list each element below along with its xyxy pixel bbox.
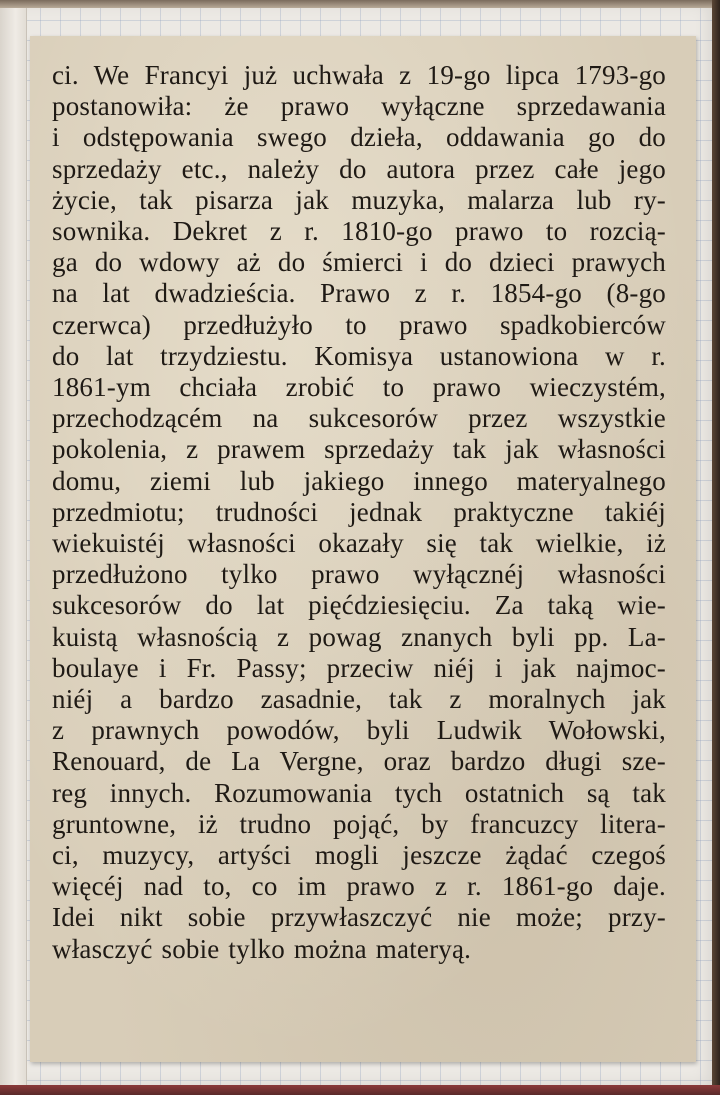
text-line: więcéj nad to, co im prawo z r. 1861-go daje.: [52, 871, 666, 902]
text-line: domu, ziemi lub jakiego innego materyalnego: [52, 465, 666, 496]
book-cover-edge: [712, 0, 720, 1095]
text-line: do lat trzydziestu. Komisya ustanowiona w r.: [52, 340, 666, 371]
text-line: na lat dwadzieścia. Prawo z r. 1854-go (8-go: [52, 278, 666, 309]
text-line: życie, tak pisarza jak muzyka, malarza lub ry-: [52, 184, 666, 215]
text-line: boulaye i Fr. Passy; przeciw niéj i jak najmoc-: [52, 652, 666, 683]
text-line: z prawnych powodów, byli Ludwik Wołowski,: [52, 715, 666, 746]
text-line: sprzedaży etc., należy do autora przez całe jego: [52, 153, 666, 184]
text-line: przedłużono tylko prawo wyłącznéj własności: [52, 559, 666, 590]
text-line: własczyć sobie tylko można materyą.: [52, 933, 472, 964]
text-line: pokolenia, z prawem sprzedaży tak jak własności: [52, 434, 666, 465]
text-line: sownika. Dekret z r. 1810-go prawo to rozcią-: [52, 216, 666, 247]
text-line: przedmiotu; trudności jednak praktyczne takiéj: [52, 496, 666, 527]
text-line: sukcesorów do lat pięćdziesięciu. Za taką wie-: [52, 590, 666, 621]
text-line: wiekuistéj własności okazały się tak wielkie, iż: [52, 528, 666, 559]
book-bottom-edge: [0, 1085, 720, 1095]
text-line: reg innych. Rozumowania tych ostatnich są tak: [52, 777, 666, 808]
text-line: Renouard, de La Vergne, oraz bardzo długi sze-: [52, 746, 666, 777]
notebook-spine: [0, 0, 27, 1088]
text-line: 1861-ym chciała zrobić to prawo wieczystém,: [52, 372, 666, 403]
text-line: kuistą własnością z powag znanych byli pp. La-: [52, 621, 666, 652]
text-line: ga do wdowy aż do śmierci i do dzieci prawych: [52, 247, 666, 278]
text-line: postanowiła: że prawo wyłączne sprzedawania: [52, 91, 666, 122]
text-line: ci, muzycy, artyści mogli jeszcze żądać czegoś: [52, 840, 666, 871]
text-line: przechodzącém na sukcesorów przez wszystkie: [52, 403, 666, 434]
text-line: gruntowne, iż trudno pojąć, by francuzcy litera-: [52, 808, 666, 839]
text-line: ci. We Francyi już uchwała z 19-go lipca 1793-go: [52, 60, 666, 90]
text-line: czerwca) przedłużyło to prawo spadkobierców: [52, 309, 666, 340]
top-edge: [0, 0, 712, 8]
text-line: niéj a bardzo zasadnie, tak z moralnych jak: [52, 684, 666, 715]
newspaper-clipping: [30, 36, 696, 1062]
text-line: Idei nikt sobie przywłaszczyć nie może; przy-: [52, 902, 666, 933]
text-line: i odstępowania swego dzieła, oddawania go do: [52, 122, 666, 153]
